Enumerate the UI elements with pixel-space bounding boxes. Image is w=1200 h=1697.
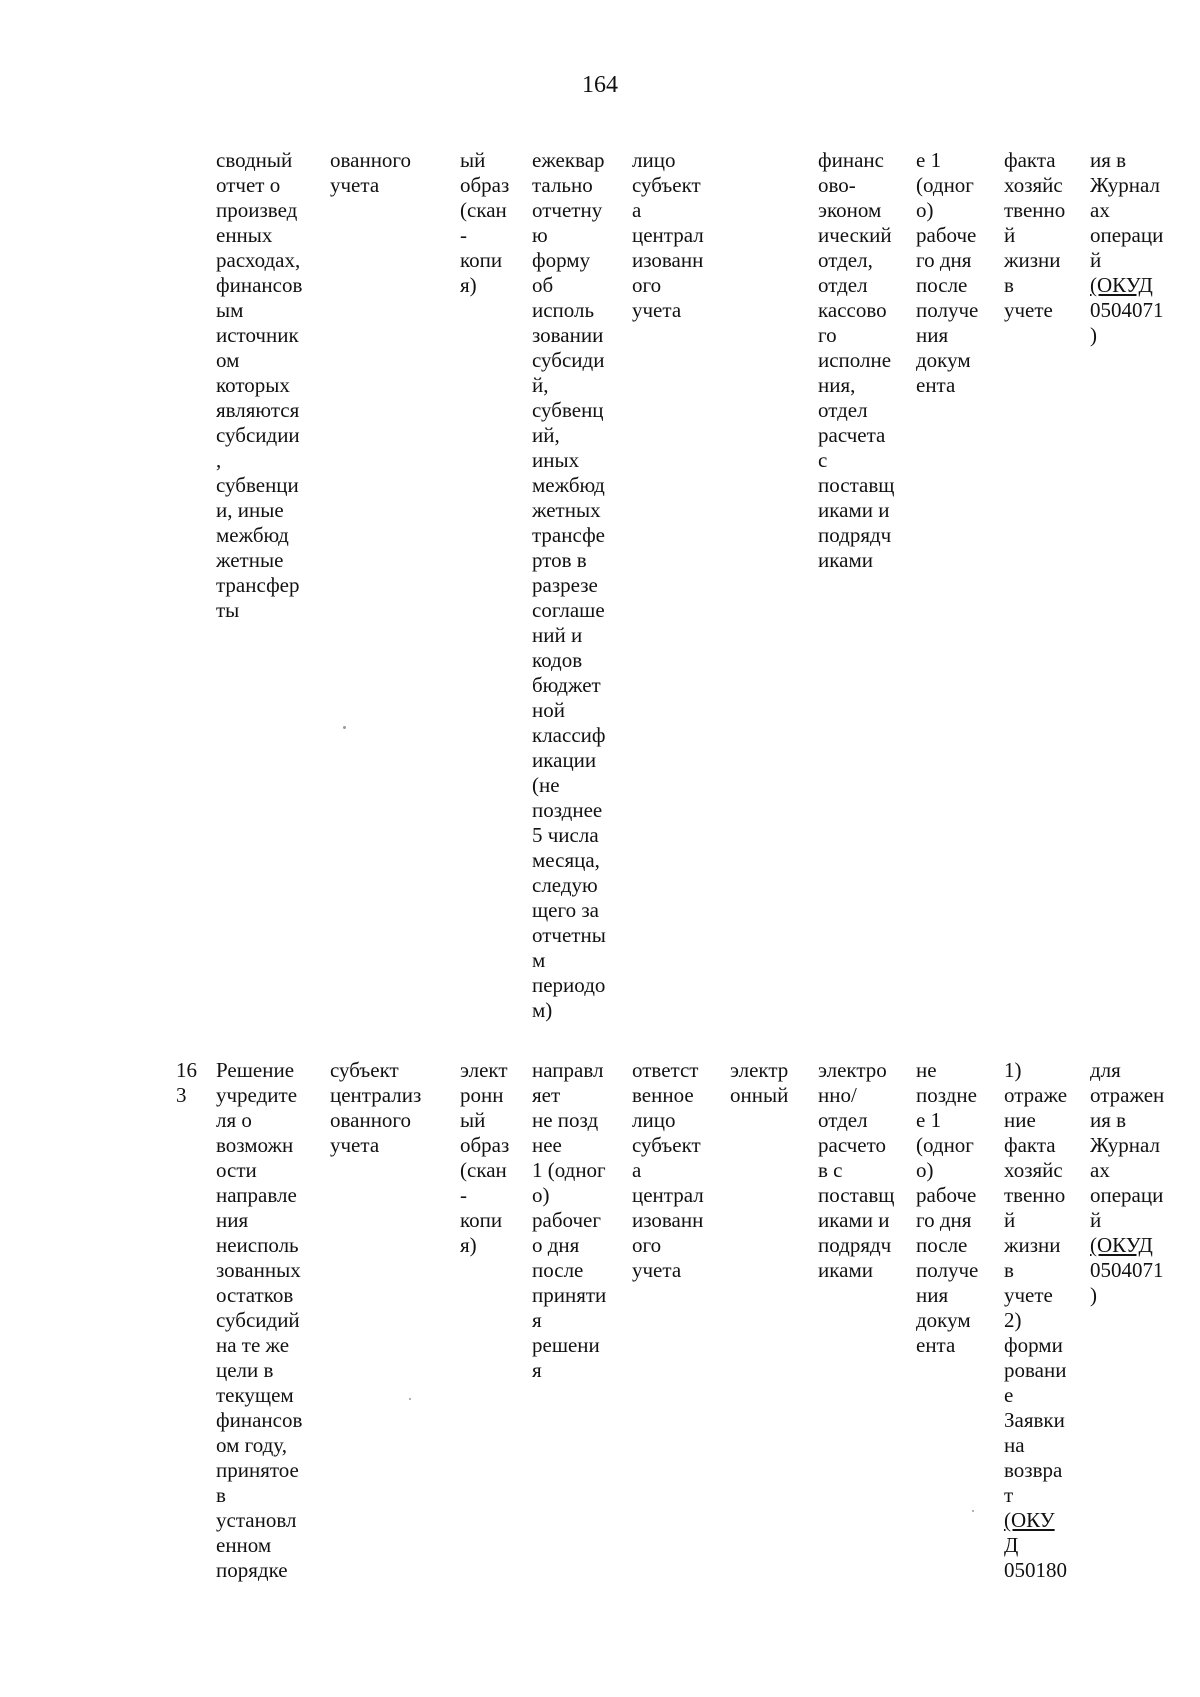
cell-text: элект ронн ый образ (скан - копи я) (460, 1058, 510, 1257)
cell-text: ый образ (скан - копи я) (460, 148, 510, 297)
page-number: 164 (582, 72, 618, 98)
cell-executor (632, 148, 704, 323)
cell-transfer-method (730, 1058, 788, 1108)
cell-text: ованного учета (330, 148, 412, 197)
scan-speck (409, 1398, 411, 1400)
row-number: 16 3 (176, 1058, 197, 1107)
cell-text: Решение учредите ля о возможн ости направле ния неисполь зованных остатков субсидий на те же цели в текущем финансов ом году, принятое в установл енном порядке (216, 1058, 303, 1582)
form-code-number: 0504071 ) (1090, 1258, 1164, 1307)
cell-text: факта хозяйс твенно й жизни в учете (1004, 148, 1066, 322)
form-code-link: (ОКУД (1090, 1233, 1153, 1257)
cell-document-name (216, 1058, 302, 1583)
scan-speck (972, 1510, 974, 1512)
cell-text: финанс ово- эконом ический отдел, отдел кассово го исполне ния, отдел расчета с поставщ иками и подрядч иками (818, 148, 895, 572)
cell-text: сводный отчет о произвед енных расходах, финансов ым источник ом которых являются субсидии , субвенци и, иные межбюд жетные трансфер ты (216, 148, 303, 622)
cell-document-form (460, 148, 509, 298)
cell-submission-term (532, 148, 606, 1023)
cell-text: ия в Журнал ах операци й (1090, 148, 1164, 272)
cell-text: субъект централиз ованного учета (330, 1058, 422, 1157)
cell-text: направл яет не позд нее 1 (одног о) рабочег о дня после приняти я решени я (532, 1058, 607, 1382)
cell-executor (632, 1058, 704, 1283)
cell-document-form (460, 1058, 509, 1258)
form-code-number: 050180 (1004, 1558, 1067, 1582)
cell-responsible-subject (330, 1058, 421, 1158)
form-code-number: 0504071 ) (1090, 298, 1164, 347)
cell-text: для отражен ия в Журнал ах операци й (1090, 1058, 1165, 1232)
cell-registration (1090, 148, 1164, 348)
scan-speck (343, 726, 346, 729)
cell-registration (1090, 1058, 1164, 1308)
cell-text: не поздне е 1 (одног о) рабоче го дня после получе ния докум ента (916, 1058, 979, 1357)
cell-processing-term (916, 148, 978, 398)
cell-text: лицо субъект а централ изованн ого учета (632, 148, 704, 322)
cell-action (1004, 1058, 1067, 1583)
form-code-link: (ОКУД (1090, 273, 1153, 297)
cell-action (1004, 148, 1065, 323)
cell-text: е 1 (одног о) рабоче го дня после получе ния докум ента (916, 148, 979, 397)
cell-text: ежеквар тально отчетну ю форму об исполь зовании субсиди й, субвенц ий, иных межбюд жетных трансфе ртов в разрезе соглаше ний и кодов бюджет ной классиф икации (не позднее 5 числа месяца, следую щего за отчетны м периодо м) (532, 148, 606, 1022)
cell-processing-term (916, 1058, 978, 1358)
cell-recipient (818, 1058, 894, 1283)
cell-document-name (216, 148, 302, 623)
cell-text: 1) отраже ние факта хозяйс твенно й жизни в учете 2) форми ровани е Заявки на возвра т (1004, 1058, 1068, 1507)
cell-text: электр онный (730, 1058, 789, 1107)
form-code-link: (ОКУ Д (1004, 1508, 1055, 1557)
cell-responsible-subject (330, 148, 411, 198)
cell-text: электро нно/ отдел расчето в с поставщ иками и подрядч иками (818, 1058, 895, 1282)
cell-submission-term (532, 1058, 606, 1383)
cell-text: ответст венное лицо субъект а централ изованн ого учета (632, 1058, 704, 1282)
cell-recipient (818, 148, 894, 573)
